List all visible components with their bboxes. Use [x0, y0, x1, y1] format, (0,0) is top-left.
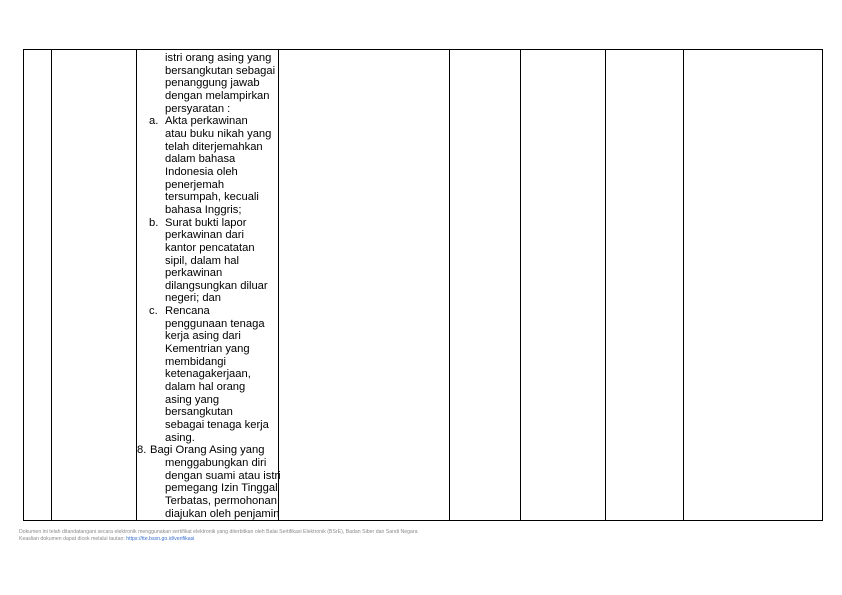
item-line: Bagi Orang Asing yang — [150, 444, 265, 457]
list-line: atau buku nikah yang — [165, 127, 272, 140]
list-marker: a. — [149, 115, 159, 128]
list-line: sipil, dalam hal — [165, 254, 239, 267]
list-line: kerja asing dari — [165, 330, 241, 343]
item-line: Terbatas, permohonan — [165, 494, 277, 507]
column-divider — [278, 50, 279, 520]
list-line: penggunaan tenaga — [165, 317, 265, 330]
verification-link[interactable]: https://tte.bssn.go.id/verifikasi — [126, 536, 195, 542]
list-line: Akta perkawinan — [165, 115, 248, 128]
list-line: asing yang — [165, 393, 220, 406]
list-line: membidangi — [165, 355, 226, 368]
column-divider — [520, 50, 521, 520]
list-line: Indonesia oleh — [165, 165, 238, 178]
list-line: dalam hal orang — [165, 381, 246, 394]
list-line: kantor pencatatan — [165, 241, 255, 254]
list-line: bahasa Inggris; — [165, 203, 242, 216]
requirements-cell — [137, 52, 281, 520]
list-line: tersumpah, kecuali — [165, 191, 259, 204]
list-line: perkawinan — [165, 267, 223, 280]
list-item-c — [137, 305, 277, 444]
item-number: 8. — [137, 444, 147, 457]
column-divider — [51, 50, 52, 520]
list-line: telah diterjemahkan — [165, 140, 263, 153]
list-marker: b. — [149, 216, 159, 229]
table — [23, 49, 823, 521]
list-line: ketenagakerjaan, — [165, 368, 251, 381]
list-item-a — [137, 115, 277, 216]
intro-line: dengan melampirkan — [165, 89, 270, 102]
column-divider — [449, 50, 450, 520]
item-line: pemegang Izin Tinggal — [165, 482, 278, 495]
footer-verification — [19, 536, 418, 543]
intro-line: bersangkutan sebagai — [165, 64, 276, 77]
item-line: dengan suami atau istri — [165, 469, 281, 482]
list-line: asing. — [165, 431, 195, 444]
list-line: dilangsungkan diluar — [165, 279, 268, 292]
list-line: penerjemah — [165, 178, 225, 191]
list-line: Rencana — [165, 305, 210, 318]
item-line: diajukan oleh penjamin — [165, 507, 280, 520]
list-item-b — [137, 217, 277, 306]
intro-line: persyaratan : — [165, 102, 231, 115]
list-line: Surat bukti lapor — [165, 216, 247, 229]
list-line: negeri; dan — [165, 292, 221, 305]
footer-verification-text: Keaslian dokumen dapat dicek melalui tautan: — [19, 536, 127, 542]
item-line: menggabungkan diri — [165, 457, 267, 469]
list-line: Kementrian yang — [165, 343, 250, 356]
list-line: perkawinan dari — [165, 229, 244, 242]
numbered-item-8 — [137, 444, 281, 520]
column-divider — [683, 50, 684, 520]
footer-statement: Dokumen ini telah ditandatangani secara elektronik menggunakan sertifikat elektronik yang diterbitkan oleh Balai Sertifikasi Elektronik (BSrE), Badan Siber dan Sandi Negara — [19, 529, 418, 535]
list-marker: c. — [149, 305, 158, 318]
list-line: dalam bahasa — [165, 153, 236, 166]
signature-footer — [19, 529, 418, 543]
intro-line: istri orang asing yang — [165, 52, 272, 64]
list-line: bersangkutan — [165, 406, 233, 419]
intro-line: penanggung jawab — [165, 77, 260, 90]
column-divider — [605, 50, 606, 520]
list-line: sebagai tenaga kerja — [165, 419, 269, 432]
